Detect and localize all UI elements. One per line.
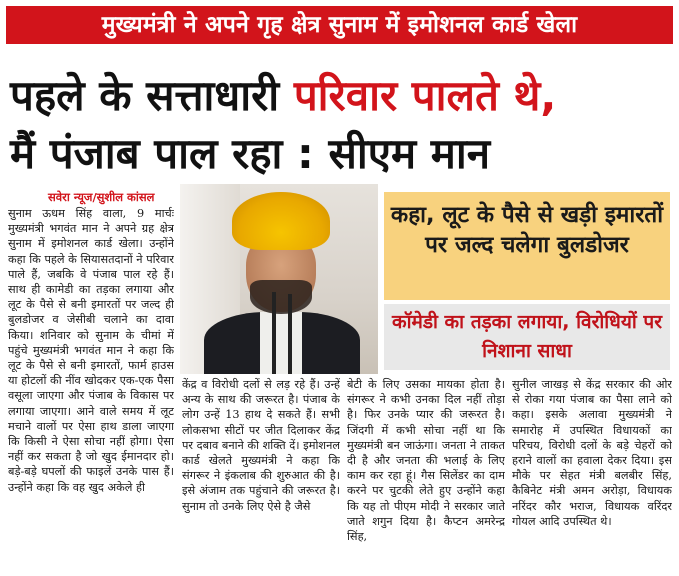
headline-line-2: मैं पंजाब पाल रहा : सीएम मान <box>10 129 491 178</box>
photo-beard <box>250 280 312 314</box>
chief-minister-photo <box>180 184 378 374</box>
headline-black-part: पहले के सत्ताधारी <box>10 71 294 120</box>
column-text: सुनाम ऊधम सिंह वाला, 9 मार्चः मुख्यमंत्री भगवंत मान ने अपने ग्रह क्षेत्र सुनाम में इमोशनल कार्ड खेला। उन्होंने कहा कि पहले के सियासतदानों ने परिवार पाले हैं, जबकि वे पंजाब पाल रहे हैं। साथ ही कामेडी का तड़का लगाया और लूट के पैसे से बनी इमारतों पर जल्द ही बुलडोजर व जेसीबी चलाने का दावा किया। शनिवार को सुनाम के चीमां में पहुंचे मुख्यमंत्री भगवंत मान ने कहा कि लूट के पैसे से बनी इमारतों, फार्म हाउस या होटलों की नींव खोदकर एक-एक पैसा वसूला जाएगा और पंजाब के विकास पर लगाया जाएगा। आने वाले समय में लूट मचाने वालों पर ऐसा हाथ डाला जाएगा कि किसी ने ऐसा सोचा नहीं होगा। ऐसा नहीं कर सकता है जो खुद ईमानदार हो। बड़े-बड़े घपलों की फाइलें उनके पास हैं। उन्होंने कहा कि वह खुद अकेले ही <box>8 207 174 494</box>
headline-red-part: परिवार पालते थे, <box>293 71 557 120</box>
article-column-2 <box>182 377 340 576</box>
pull-quote: कहा, लूट के पैसे से खड़ी इमारतों पर जल्द चलेगा बुलडोजर <box>384 192 670 300</box>
article-column-4 <box>512 377 672 576</box>
photo-turban <box>232 192 330 250</box>
microphone-icon <box>272 292 276 374</box>
article-column-3 <box>347 377 505 576</box>
column-text: केंद्र व विरोधी दलों से लड़ रहे हैं। उन्हें अन्य के साथ की जरूरत है। पंजाब के लोग उन्हें 13 हाथ दे सकते हैं। सभी लोकसभा सीटों पर जीत दिलाकर केंद्र पर दबाव बनाने की शक्ति दें। इमोशनल कार्ड खेलते मुख्यमंत्री ने कहा कि संगरूर ने इंकलाब की शुरुआत की है। इसे अंजाम तक पहुंचाने की जरूरत है। सुनाम तो उनके लिए ऐसे है जैसे <box>182 378 340 513</box>
photo-kurta <box>260 312 302 374</box>
article-column-1 <box>8 206 174 576</box>
sub-deck: कॉमेडी का तड़का लगाया, विरोधियों पर निशाना साधा <box>384 304 670 370</box>
headline-line-1 <box>10 70 670 122</box>
column-text: सुनील जाखड़ से केंद्र सरकार की ओर से रोका गया पंजाब का पैसा लाने को कहा। इसके अलावा मुख्यमंत्री ने समारोह में उपस्थित विधायकों का परिचय, विरोधी दलों के बड़े चेहरों को हराने वालों का हवाला देकर दिया। इस मौके पर सेहत मंत्री बलबीर सिंह, कैबिनेट मंत्री अमन अरोड़ा, विधायक नरिंदर कौर भराज, विधायक वरिंदर गोयल आदि उपस्थित थे। <box>512 378 672 528</box>
microphone-icon <box>288 294 292 374</box>
column-text: बेटी के लिए उसका मायका होता है। संगरूर ने कभी उनका दिल नहीं तोड़ा है। फिर उनके प्यार की जरूरत है। जिंदगी में कभी सोचा नहीं था कि मुख्यमंत्री बन जाऊंगा। जनता ने ताकत दी है और जनता की भलाई के लिए काम कर रहा हूं। गैस सिलेंडर का दाम करने पर चुटकी लेते हुए उन्होंने कहा कि यह तो पीएम मोदी ने सरकार जाते जाते शगुन दिया है। कैप्टन अमरेन्द्र सिंह, <box>347 378 505 544</box>
byline: सवेरा न्यूज/सुशील कांसल <box>48 190 155 204</box>
kicker-banner: मुख्यमंत्री ने अपने गृह क्षेत्र सुनाम में इमोशनल कार्ड खेला <box>6 6 673 44</box>
